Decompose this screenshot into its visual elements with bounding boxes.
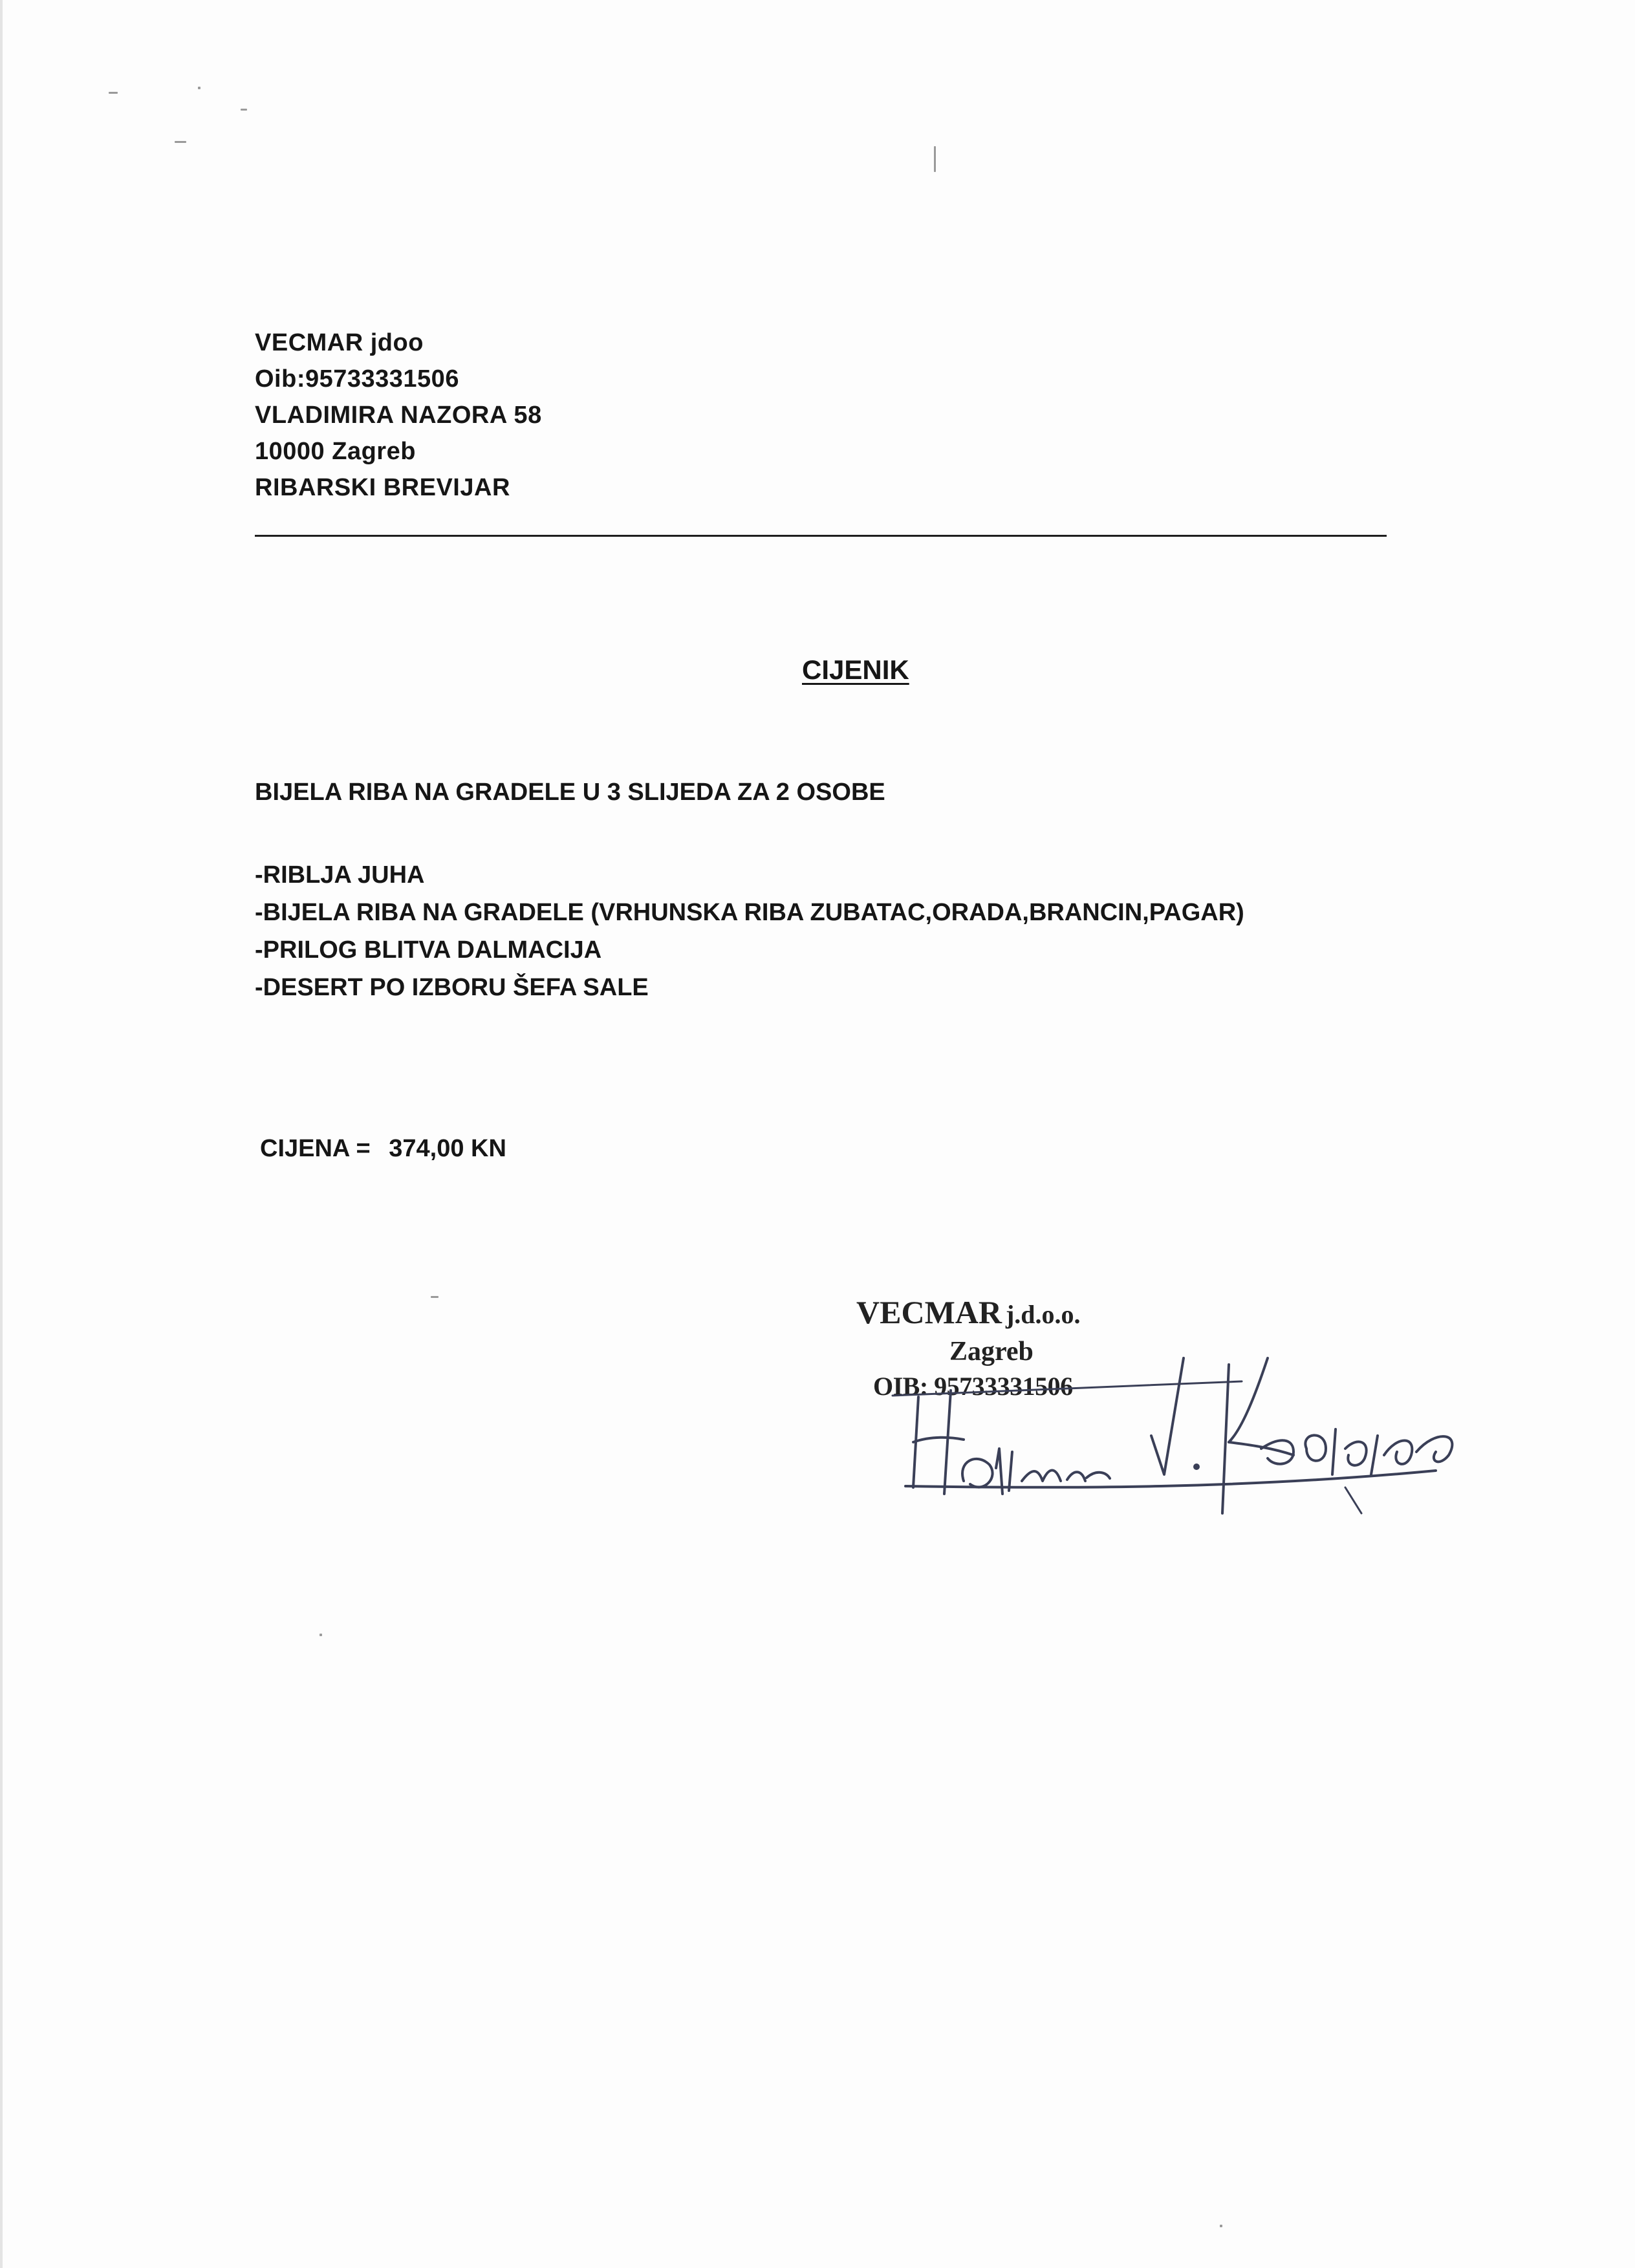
stamp-oib: OIB: 95733331506 [873,1372,1073,1401]
document-title: CIJENIK [802,654,909,685]
scan-speck [241,109,247,111]
company-street: VLADIMIRA NAZORA 58 [255,402,542,429]
scan-speck [1220,2225,1222,2227]
company-venue: RIBARSKI BREVIJAR [255,474,510,501]
signature-image [880,1319,1462,1533]
company-header [255,325,542,506]
company-oib: Oib:95733331506 [255,365,459,393]
scan-speck [109,92,118,94]
stamp-suffix: j.d.o.o. [1005,1300,1081,1329]
course-item: -RIBLJA JUHA [255,861,425,889]
company-city: 10000 Zagreb [255,438,416,465]
price-row [260,1135,506,1163]
company-name: VECMAR jdoo [255,329,424,356]
scan-speck [431,1296,439,1298]
course-list [255,856,1244,1006]
scan-speck [175,141,186,143]
course-item: -DESERT PO IZBORU ŠEFA SALE [255,974,649,1001]
course-item: -BIJELA RIBA NA GRADELE (VRHUNSKA RIBA ZUBATAC,ORADA,BRANCIN,PAGAR) [255,899,1244,926]
course-item: -PRILOG BLITVA DALMACIJA [255,936,602,964]
stamp-city: Zagreb [949,1337,1034,1366]
price-label: CIJENA = [260,1135,371,1162]
scan-speck [198,87,200,89]
stamp-company: VECMAR [856,1294,1002,1330]
scan-speck [934,146,936,172]
offer-title: BIJELA RIBA NA GRADELE U 3 SLIJEDA ZA 2 OSOBE [255,779,885,806]
header-divider [255,535,1387,537]
price-value: 374,00 KN [389,1135,506,1162]
scan-edge [0,0,3,2268]
scan-speck [319,1634,322,1636]
